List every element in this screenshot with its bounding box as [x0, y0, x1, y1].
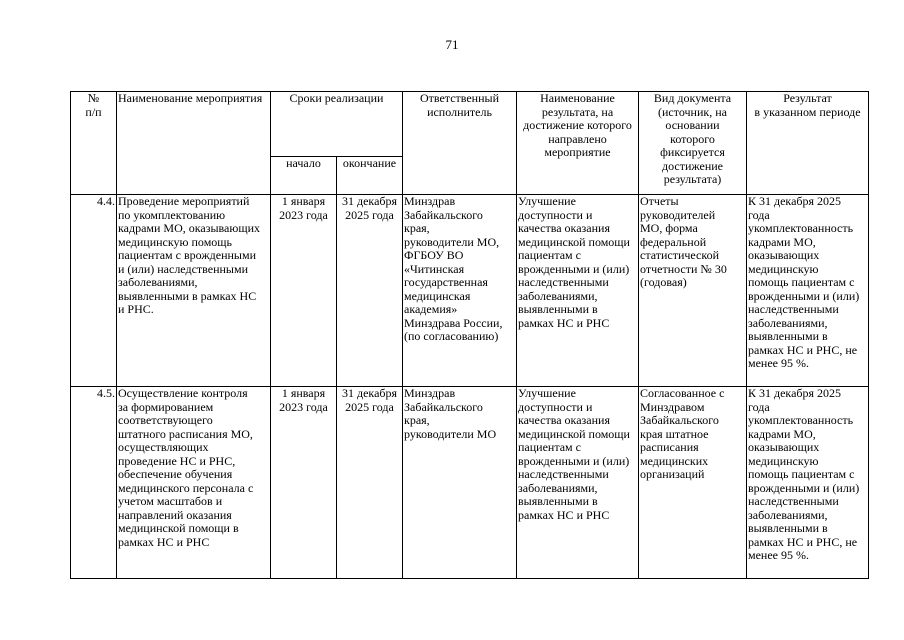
- row-result-name: Улучшение доступности и качества оказания медицинской помощи пациентам с врожденными и (или) наследственными заболеваниями, выявленными в рамках НС и РНС: [517, 195, 639, 387]
- row-start: 1 января 2023 года: [271, 387, 337, 579]
- header-start: начало: [271, 157, 337, 195]
- row-num: 4.5.: [71, 387, 117, 579]
- header-result-period: Результат в указанном периоде: [747, 92, 869, 195]
- header-doc-type: Вид документа (источник, на основании которого фиксируется достижение результата): [639, 92, 747, 195]
- row-result-period: К 31 декабря 2025 года укомплектованность кадрами МО, оказывающих медицинскую помощь пациентам с врожденными и (или) наследственными заболеваниями, выявленными в рамках НС и РНС, не менее 95 %.: [747, 195, 869, 387]
- row-result-name: Улучшение доступности и качества оказания медицинской помощи пациентам с врожденными и (или) наследственными заболеваниями, выявленными в рамках НС и РНС: [517, 387, 639, 579]
- row-result-period: К 31 декабря 2025 года укомплектованность кадрами МО, оказывающих медицинскую помощь пациентам с врожденными и (или) наследственными заболеваниями, выявленными в рамках НС и РНС, не менее 95 %.: [747, 387, 869, 579]
- row-doc-type: Отчеты руководителей МО, форма федеральной статистической отчетности № 30 (годовая): [639, 195, 747, 387]
- header-result-name: Наименование результата, на достижение которого направлено мероприятие: [517, 92, 639, 195]
- row-doc-type: Согласованное с Минздравом Забайкальского края штатное расписания медицинских организаций: [639, 387, 747, 579]
- table-row: [71, 195, 869, 387]
- row-end: 31 декабря 2025 года: [337, 387, 403, 579]
- row-event: Проведение мероприятий по укомплектованию кадрами МО, оказывающих медицинскую помощь пациентам с врожденными и (или) наследственными заболеваниями, выявленными в рамках НС и РНС.: [117, 195, 271, 387]
- header-num: № п/п: [71, 92, 117, 195]
- table-row: [71, 387, 869, 579]
- row-num: 4.4.: [71, 195, 117, 387]
- row-event: Осуществление контроля за формированием соответствующего штатного расписания МО, осуществляющих проведение НС и РНС, обеспечение обучения медицинского персонала с учетом масштабов и направлений оказания медицинской помощи в рамках НС и РНС: [117, 387, 271, 579]
- header-deadlines: Сроки реализации: [271, 92, 403, 157]
- header-end: окончание: [337, 157, 403, 195]
- row-end: 31 декабря 2025 года: [337, 195, 403, 387]
- header-event: Наименование мероприятия: [117, 92, 271, 195]
- row-responsible: Минздрав Забайкальского края, руководители МО: [403, 387, 517, 579]
- activities-table: [70, 91, 869, 579]
- page-number: 71: [445, 37, 459, 52]
- row-start: 1 января 2023 года: [271, 195, 337, 387]
- header-responsible: Ответственный исполнитель: [403, 92, 517, 195]
- row-responsible: Минздрав Забайкальского края, руководители МО, ФГБОУ ВО «Читинская государственная медицинская академия» Минздрава России, (по согласованию): [403, 195, 517, 387]
